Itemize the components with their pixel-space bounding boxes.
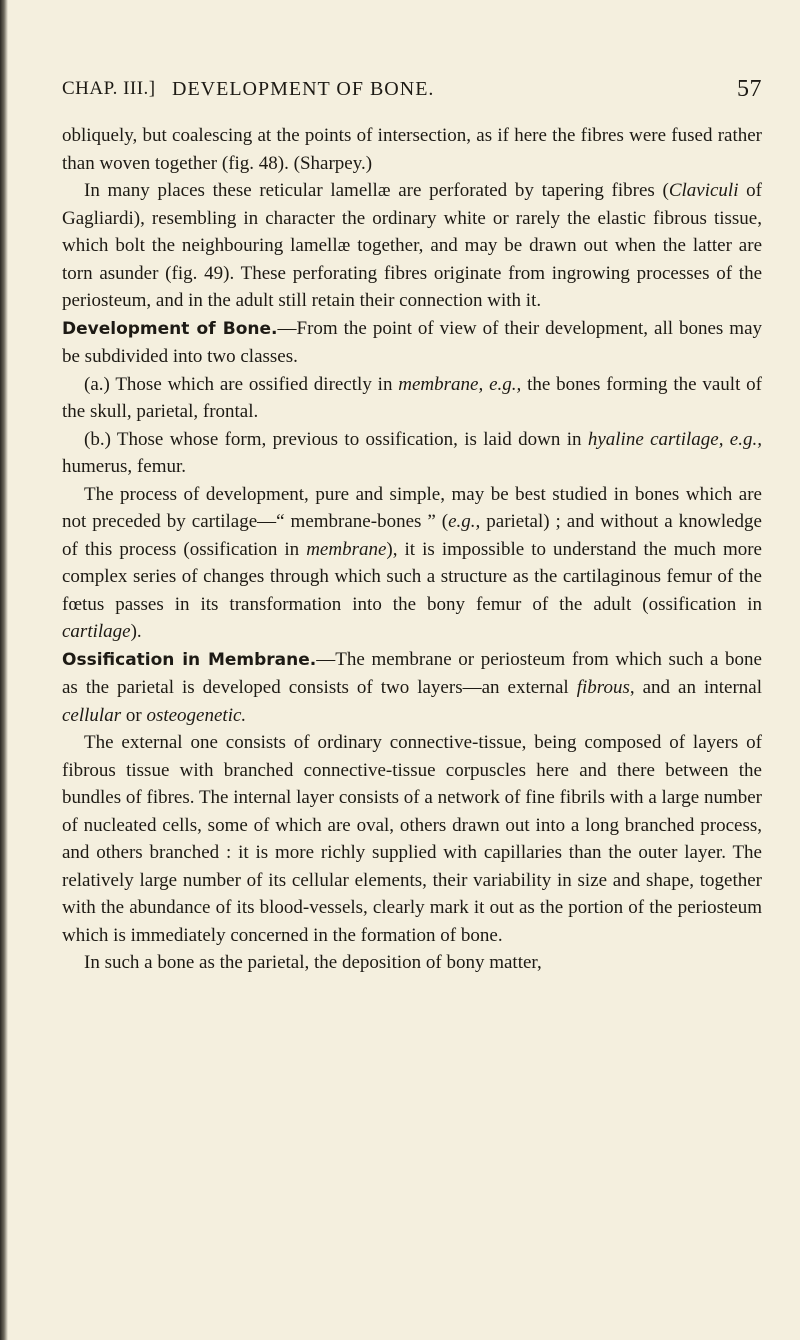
italic-term: osteogenetic. (146, 704, 247, 726)
section-heading-ossification: Ossification in Membrane. (62, 649, 317, 670)
italic-term: cartilage (62, 621, 131, 642)
italic-term: cellular (62, 704, 122, 726)
text-run: ). (130, 621, 142, 642)
running-title: DEVELOPMENT OF BONE. (172, 78, 435, 100)
italic-term: Claviculi (668, 180, 739, 201)
paragraph: The external one consists of ordinary connective-tissue, being composed of layers of fibrous tissue with branched connective-tissue corpuscles here and there between the bundles of fibres. The internal layer consists of a network of fine fibrils with a large number of nucleated cells, some of which are oval, others drawn out into a long branched process, and others branched : it is more richly supplied with capillaries than the outer layer. The relatively large number of its cellular elements, their variability in size and shape, together with the abundance of its blood-vessels, clearly mark it out as the portion of the periosteum which is immediately concerned in the formation of bone. (62, 732, 762, 946)
text-run: (a.) Those which are ossified directly in (84, 373, 399, 395)
body-text (62, 122, 762, 977)
italic-term: hyaline cartilage, e.g., (587, 428, 762, 450)
text-run: (b.) Those whose form, previous to ossification, is laid down in (84, 428, 588, 450)
chapter-label: CHAP. III.] (62, 78, 156, 99)
italic-term: fibrous (576, 677, 630, 698)
paragraph: In such a bone as the parietal, the deposition of bony matter, (84, 952, 542, 973)
italic-term: membrane, e.g., (398, 373, 522, 395)
text-run: —From the point of view of their development, all bones may be subdivided into two classes. (62, 317, 763, 367)
paragraph: obliquely, but coalescing at the points of intersection, as if here the fibres were fused rather than woven together (fig. 48). (Sharpey.) (62, 125, 762, 174)
section-heading-development: Development of Bone. (62, 318, 278, 339)
italic-term: membrane (306, 538, 387, 560)
text-run: ), it is impossible to understand the much more complex series of changes through which such a structure as the cartilaginous femur of the fœtus passes in its transformation into the bony femur of the adult (ossification in (62, 538, 762, 615)
section-paragraph (62, 315, 762, 371)
text-run: humerus, femur. (62, 456, 187, 477)
running-header (62, 78, 762, 108)
section-paragraph (62, 646, 762, 730)
text-run: The process of development, pure and simple, may be best studied in bones which are not preceded by cartilage—“ membrane-bones ” ( (62, 483, 762, 532)
text-run: In many places these reticular lamellæ are perforated by tapering fibres ( (84, 180, 669, 201)
text-run: of Gagliardi), resembling in character the ordinary white or rarely the elastic fibrous tissue, which bolt the neighbouring lamellæ together, and may be drawn out when the latter are torn asunder (fig. 49). These perforating fibres originate from ingrowing processes of the periosteum, and in the adult still retain their connection with it. (62, 180, 762, 311)
paragraph (62, 426, 762, 481)
italic-term: e.g., (448, 511, 481, 532)
text-run: or (121, 704, 147, 726)
text-run: , and an internal (629, 677, 762, 698)
page-number: 57 (737, 76, 762, 102)
paragraph (62, 177, 762, 315)
text-run: —The membrane or periosteum from which such a bone as the parietal is developed consists of two layers—an external (62, 648, 762, 698)
text-run: the bones forming the vault of the skull, parietal, frontal. (62, 373, 763, 422)
book-page (62, 78, 762, 977)
paragraph (62, 371, 762, 426)
text-run: parietal) ; and without a knowledge of this process (ossification in (62, 511, 762, 560)
paragraph (62, 481, 762, 646)
page-edge (0, 0, 8, 1340)
